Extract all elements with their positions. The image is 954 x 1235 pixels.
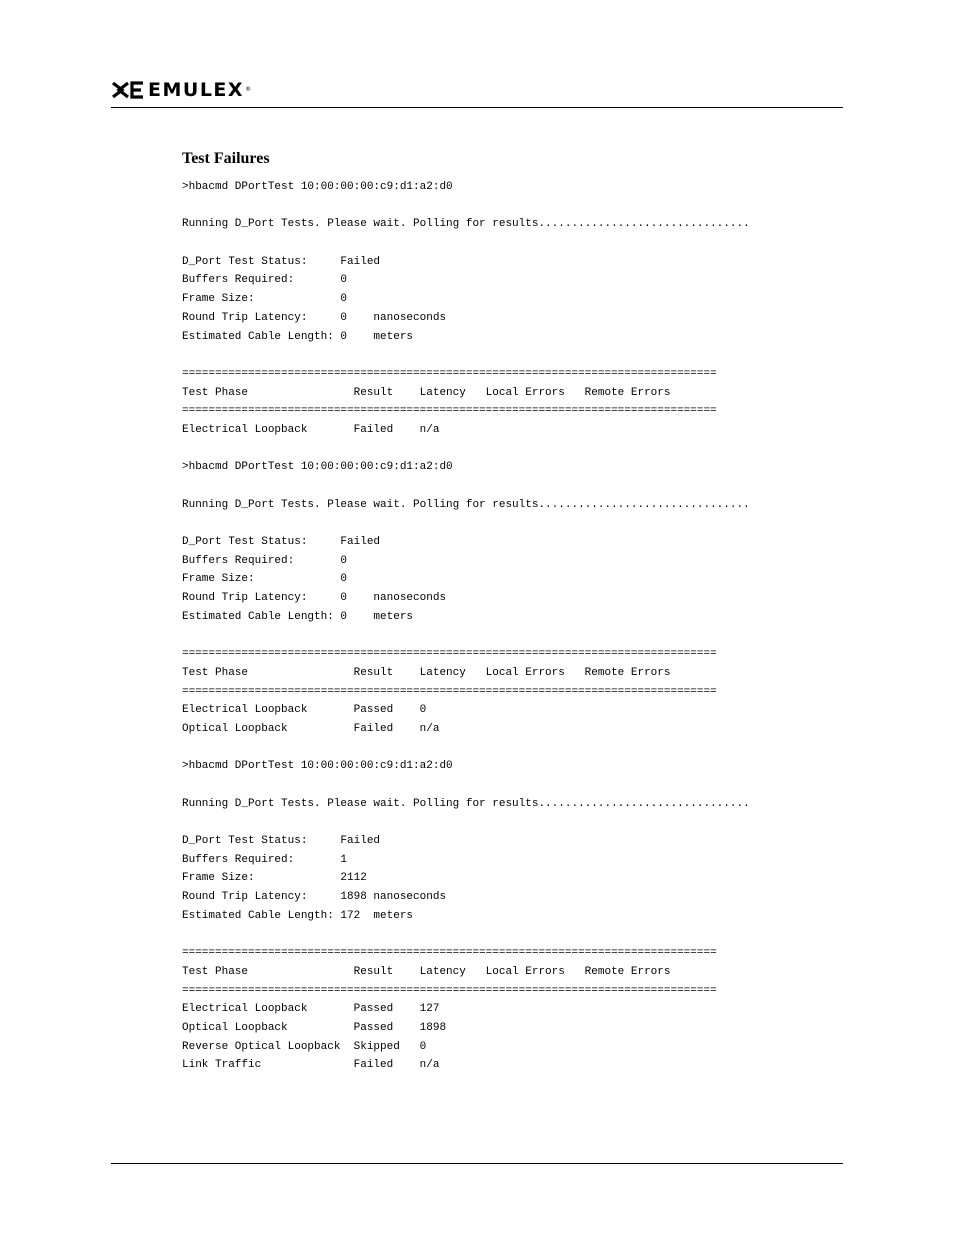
logo-text: EMULEX bbox=[148, 79, 245, 101]
code-line: Frame Size: 2112 bbox=[182, 872, 367, 885]
code-line: Estimated Cable Length: 0 meters bbox=[182, 610, 414, 623]
code-line: Buffers Required: 1 bbox=[182, 853, 348, 866]
code-line bbox=[182, 234, 750, 253]
code-line: >hbacmd DPortTest 10:00:00:00:c9:d1:a2:d0 bbox=[182, 181, 453, 193]
code-line: D_Port Test Status: Failed bbox=[182, 835, 381, 848]
code-line: Frame Size: 0 bbox=[182, 293, 348, 306]
code-line: Electrical Loopback Passed 0 bbox=[182, 704, 427, 717]
code-line: Frame Size: 0 bbox=[182, 573, 348, 586]
code-line: >hbacmd DPortTest 10:00:00:00:c9:d1:a2:d0 bbox=[182, 461, 453, 474]
code-line: Test Phase Result Latency Local Errors Remote Errors bbox=[182, 965, 671, 978]
header-logo bbox=[111, 80, 251, 100]
code-line bbox=[182, 926, 750, 945]
code-line: Test Phase Result Latency Local Errors Remote Errors bbox=[182, 666, 671, 679]
code-line: Electrical Loopback Failed n/a bbox=[182, 423, 440, 436]
code-line: Round Trip Latency: 1898 nanoseconds bbox=[182, 891, 447, 904]
header-divider bbox=[111, 107, 843, 108]
code-line: ================================================================================= bbox=[182, 984, 717, 997]
code-line bbox=[182, 627, 750, 646]
section-title: Test Failures bbox=[182, 150, 270, 167]
code-line: Round Trip Latency: 0 nanoseconds bbox=[182, 311, 447, 324]
code-line: Round Trip Latency: 0 nanoseconds bbox=[182, 592, 447, 605]
code-line bbox=[182, 346, 750, 365]
code-line bbox=[182, 197, 750, 216]
code-line bbox=[182, 739, 750, 758]
code-line: >hbacmd DPortTest 10:00:00:00:c9:d1:a2:d0 bbox=[182, 760, 453, 773]
code-line bbox=[182, 813, 750, 832]
code-line: Estimated Cable Length: 0 meters bbox=[182, 330, 414, 343]
code-line: Estimated Cable Length: 172 meters bbox=[182, 909, 414, 922]
code-line bbox=[182, 514, 750, 533]
code-line: ================================================================================= bbox=[182, 685, 717, 698]
code-line: Optical Loopback Passed 1898 bbox=[182, 1021, 447, 1034]
code-line: Running D_Port Tests. Please wait. Polling for results................................ bbox=[182, 218, 750, 231]
code-line: ================================================================================= bbox=[182, 947, 717, 960]
code-line: Running D_Port Tests. Please wait. Polling for results................................ bbox=[182, 797, 750, 810]
code-line: Running D_Port Tests. Please wait. Polling for results................................ bbox=[182, 498, 750, 511]
logo-trademark: ® bbox=[245, 86, 252, 93]
code-line: Buffers Required: 0 bbox=[182, 274, 348, 287]
code-line: Buffers Required: 0 bbox=[182, 554, 348, 567]
code-line: ================================================================================= bbox=[182, 367, 717, 380]
code-line: D_Port Test Status: Failed bbox=[182, 255, 381, 268]
code-line: Test Phase Result Latency Local Errors Remote Errors bbox=[182, 386, 671, 399]
emulex-logo-icon bbox=[111, 81, 145, 99]
code-line bbox=[182, 440, 750, 459]
footer-divider bbox=[111, 1163, 843, 1164]
code-block bbox=[182, 178, 750, 1075]
code-line: D_Port Test Status: Failed bbox=[182, 536, 381, 549]
code-line: Link Traffic Failed n/a bbox=[182, 1059, 440, 1072]
code-line bbox=[182, 776, 750, 795]
code-line bbox=[182, 477, 750, 496]
code-line: Optical Loopback Failed n/a bbox=[182, 722, 440, 735]
code-line: ================================================================================= bbox=[182, 405, 717, 418]
code-line: ================================================================================= bbox=[182, 648, 717, 661]
code-line: Electrical Loopback Passed 127 bbox=[182, 1003, 440, 1016]
code-line: Reverse Optical Loopback Skipped 0 bbox=[182, 1040, 427, 1053]
